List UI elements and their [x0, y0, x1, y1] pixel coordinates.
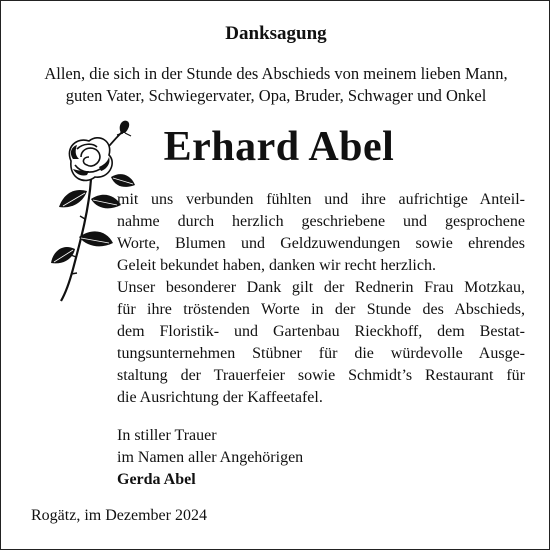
body-line: mit uns verbunden fühlten und ihre aufrichtige Anteil-: [117, 191, 525, 208]
body-line: die Ausrichtung der Kaffeetafel.: [117, 389, 323, 406]
body-line: nahme durch herzlich geschriebene und gesprochene: [117, 213, 525, 230]
signer-name: Gerda Abel: [117, 471, 196, 488]
body-line: Geleit bekundet haben, danken wir recht herzlich.: [117, 257, 436, 274]
signoff-block: [117, 425, 303, 491]
body-line: Worte, Blumen und Geldzuwendungen sowie ehrendes: [117, 235, 525, 252]
body-line: dem Floristik- und Gartenbau Rieckhoff, dem Bestat-: [117, 323, 525, 340]
place-date: Rogätz, im Dezember 2024: [31, 507, 207, 524]
deceased-name: Erhard Abel: [163, 124, 395, 170]
intro-text: [1, 63, 550, 107]
notice-heading: Danksagung: [225, 23, 327, 44]
signoff-line: im Namen aller Angehörigen: [117, 449, 304, 466]
gratitude-text: [117, 189, 525, 409]
intro-line: guten Vater, Schwiegervater, Opa, Bruder, Schwager und Onkel: [65, 86, 487, 105]
body-line: Unser besonderer Dank gilt der Rednerin Frau Motzkau,: [117, 279, 525, 296]
intro-line: Allen, die sich in der Stunde des Abschieds von meinem lieben Mann,: [44, 64, 508, 83]
body-line: für ihre tröstenden Worte in der Stunde des Abschieds,: [117, 301, 525, 318]
body-line: tungsunternehmen Stübner für die würdevolle Ausge-: [117, 345, 525, 362]
body-line: staltung der Trauerfeier sowie Schmidt’s Restaurant für: [117, 367, 525, 384]
signoff-line: In stiller Trauer: [117, 427, 217, 444]
